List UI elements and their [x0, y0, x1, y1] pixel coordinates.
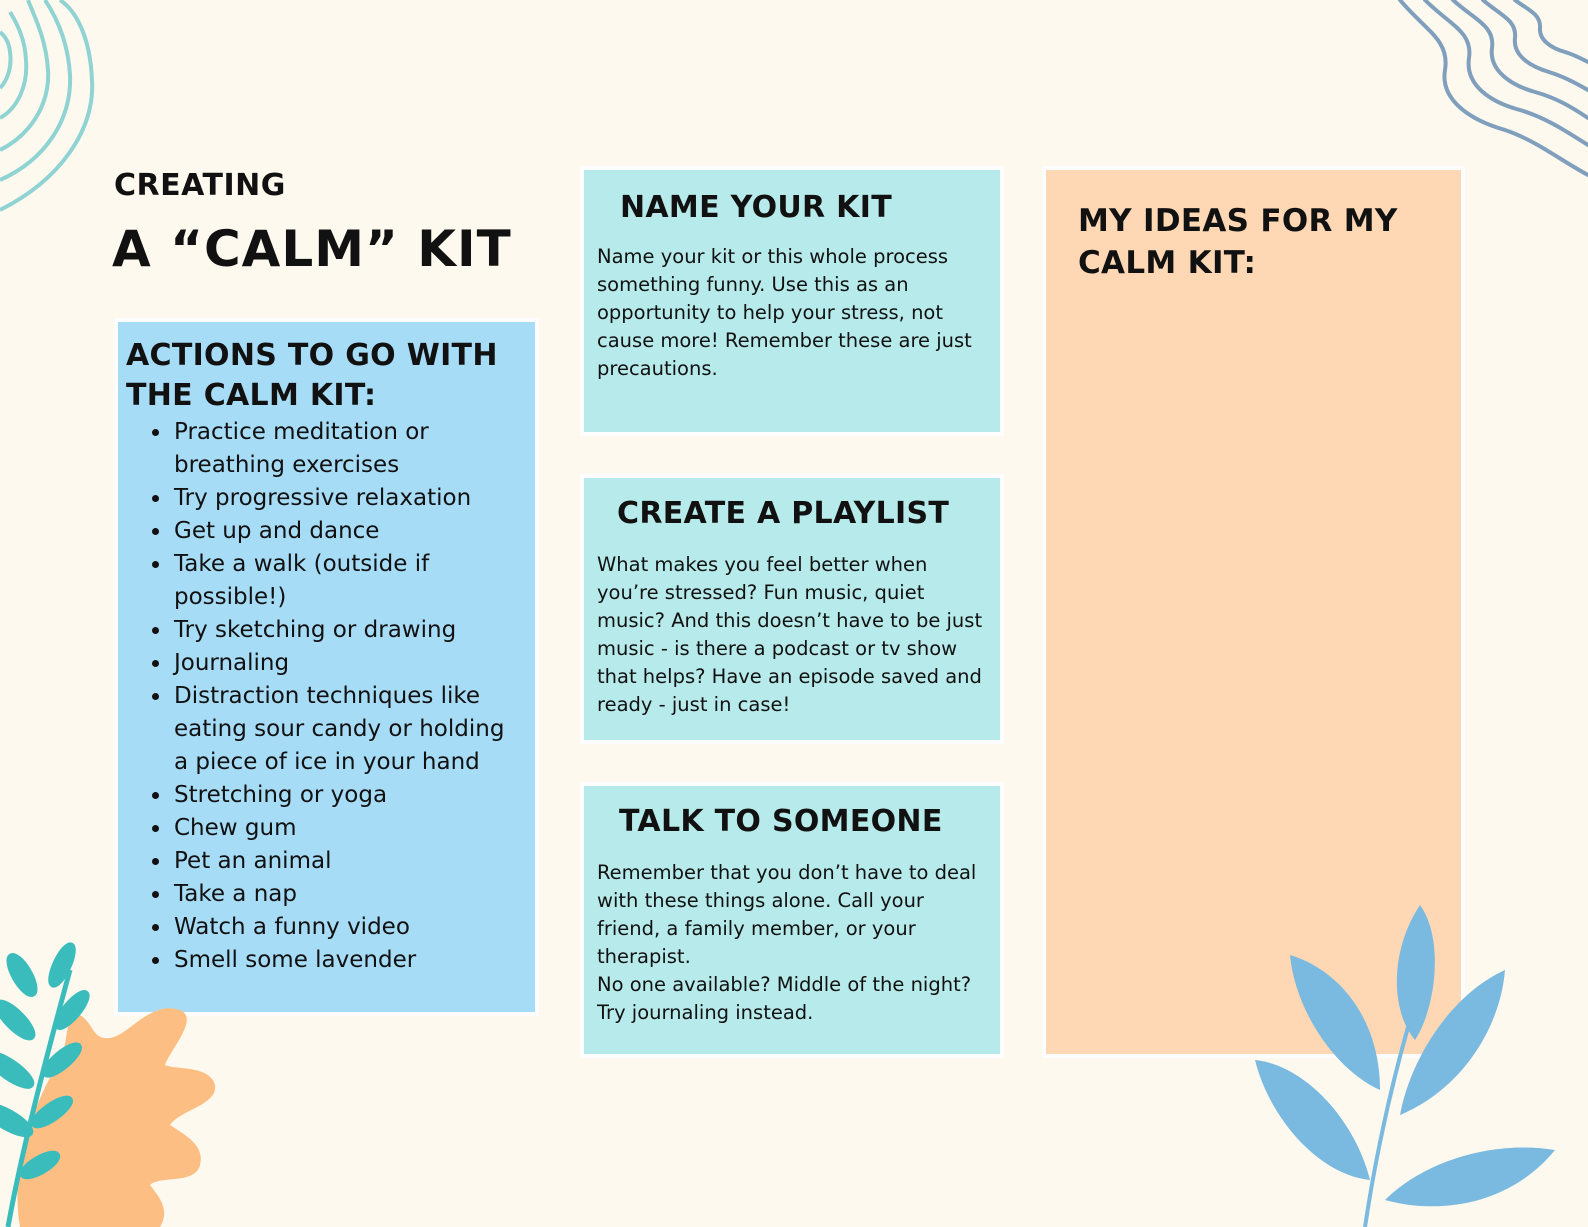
- page-title: A “CALM” KIT: [112, 220, 512, 278]
- list-item: • Get up and dance: [172, 515, 523, 548]
- actions-heading: ACTIONS TO GO WITH THE CALM KIT:: [126, 338, 498, 413]
- list-item: • Practice meditation or breathing exercises: [172, 416, 523, 482]
- name-kit-body: Name your kit or this whole process something funny. Use this as an opportunity to help your stress, not cause more! Remember these are just precautions.: [597, 245, 972, 380]
- list-item: • Take a walk (outside if possible!): [172, 548, 523, 614]
- ideas-heading: MY IDEAS FOR MY CALM KIT:: [1078, 203, 1398, 281]
- list-item: • Pet an animal: [172, 845, 523, 878]
- waves-decoration-icon: [1395, 0, 1588, 180]
- actions-card: [114, 318, 539, 1016]
- playlist-card: [580, 474, 1004, 744]
- name-kit-card: [580, 166, 1004, 436]
- playlist-body: What makes you feel better when you’re stressed? Fun music, quiet music? And this doesn’t have to be just music - is there a podcast or tv show that helps? Have an episode saved and ready - just in case!: [597, 553, 983, 716]
- talk-heading: TALK TO SOMEONE: [619, 804, 943, 839]
- playlist-heading: CREATE A PLAYLIST: [617, 496, 950, 531]
- talk-body: Remember that you don’t have to deal with these things alone. Call your friend, a family member, or your therapist.: [597, 861, 977, 968]
- list-item: • Watch a funny video: [172, 911, 523, 944]
- list-item: • Take a nap: [172, 878, 523, 911]
- actions-list: [126, 416, 523, 977]
- talk-card: [580, 782, 1004, 1058]
- name-kit-heading: NAME YOUR KIT: [620, 190, 892, 225]
- list-item: • Try progressive relaxation: [172, 482, 523, 515]
- talk-body-extra: No one available? Middle of the night? Try journaling instead.: [597, 973, 972, 1024]
- list-item: • Stretching or yoga: [172, 779, 523, 812]
- list-item: • Journaling: [172, 647, 523, 680]
- list-item: • Try sketching or drawing: [172, 614, 523, 647]
- title-small: CREATING: [114, 168, 286, 203]
- list-item: • Chew gum: [172, 812, 523, 845]
- swirl-decoration-icon: [0, 0, 100, 220]
- list-item: • Distraction techniques like eating sour candy or holding a piece of ice in your hand: [172, 680, 523, 779]
- list-item: • Smell some lavender: [172, 944, 523, 977]
- blue-leaf-decoration-icon: [1250, 900, 1580, 1227]
- leaf-decoration-icon: [0, 940, 230, 1227]
